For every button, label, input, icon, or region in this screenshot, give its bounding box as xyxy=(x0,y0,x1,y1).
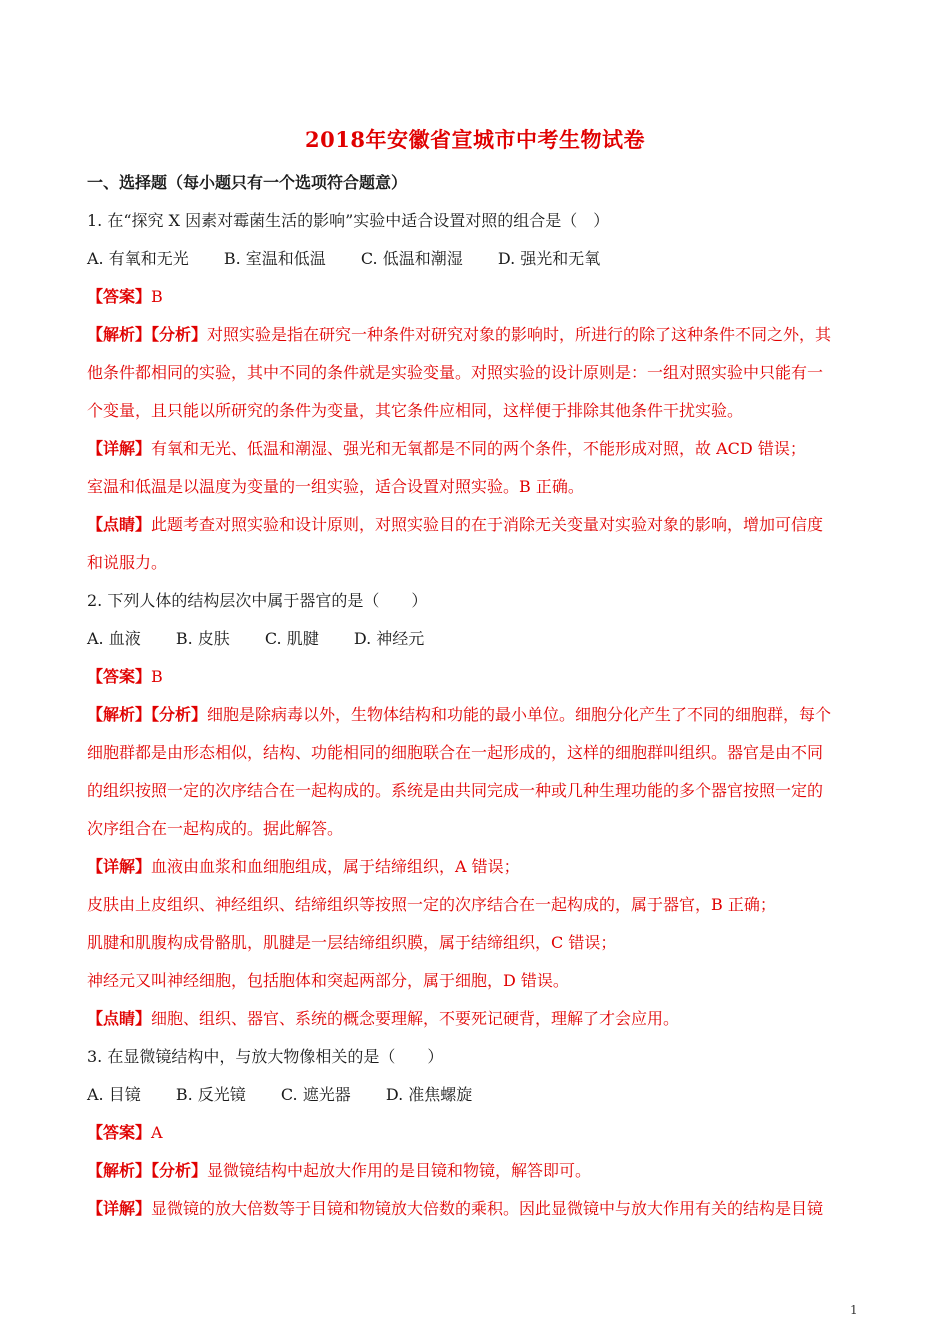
option-b: B. 反光镜 xyxy=(175,1085,246,1104)
option-a: A. 目镜 xyxy=(87,1085,141,1104)
comment-text: 和说服力。 xyxy=(87,553,168,572)
answer-value: A xyxy=(151,1123,163,1142)
comment-tag: 【点睛】 xyxy=(87,1009,152,1028)
answer-line xyxy=(87,286,877,308)
answer-value: B xyxy=(151,667,163,686)
analysis-line xyxy=(87,324,877,346)
analysis-line xyxy=(87,704,877,726)
section-heading: 一、选择题（每小题只有一个选项符合题意） xyxy=(87,173,408,192)
question-1-stem: 1. 在“探究 X 因素对霉菌生活的影响”实验中适合设置对照的组合是（ ） xyxy=(87,211,610,230)
question-3-options xyxy=(87,1084,877,1106)
detail-text: 室温和低温是以温度为变量的一组实验，适合设置对照实验。B 正确。 xyxy=(87,477,584,496)
option-a: A. 有氧和无光 xyxy=(87,249,189,268)
option-d: D. 神经元 xyxy=(353,629,425,648)
analysis-text: 个变量，且只能以所研究的条件为变量，其它条件应相同，这样便于排除其他条件干扰实验。 xyxy=(87,401,744,420)
detail-text: 显微镜的放大倍数等于目镜和物镜放大倍数的乘积。因此显微镜中与放大作用有关的结构是目镜 xyxy=(151,1199,824,1218)
detail-tag: 【详解】 xyxy=(87,439,152,458)
page-number: 1 xyxy=(850,1303,858,1317)
detail-text: 有氧和无光、低温和潮湿、强光和无氧都是不同的两个条件，不能形成对照，故 ACD 错误； xyxy=(151,439,806,458)
analysis-text: 细胞群都是由形态相似，结构、功能相同的细胞联合在一起形成的，这样的细胞群叫组织。器官是由不同 xyxy=(87,743,824,762)
option-c: C. 肌腱 xyxy=(264,629,319,648)
option-d: D. 准焦螺旋 xyxy=(385,1085,473,1104)
option-c: C. 遮光器 xyxy=(280,1085,351,1104)
option-a: A. 血液 xyxy=(87,629,141,648)
answer-tag: 【答案】 xyxy=(87,667,152,686)
detail-tag: 【详解】 xyxy=(87,857,152,876)
detail-text: 神经元又叫神经细胞，包括胞体和突起两部分，属于细胞，D 错误。 xyxy=(87,971,569,990)
analysis-line xyxy=(87,1160,877,1182)
page-title: 2018年安徽省宣城市中考生物试卷 xyxy=(305,127,645,152)
detail-line xyxy=(87,1198,877,1220)
analysis-text: 细胞是除病毒以外，生物体结构和功能的最小单位。细胞分化产生了不同的细胞群，每个 xyxy=(207,705,832,724)
analysis-tag: 【解析】【分析】 xyxy=(87,1161,208,1180)
comment-tag: 【点睛】 xyxy=(87,515,152,534)
option-d: D. 强光和无氧 xyxy=(497,249,601,268)
detail-text: 肌腱和肌腹构成骨骼肌，肌腱是一层结缔组织膜，属于结缔组织，C 错误； xyxy=(87,933,617,952)
question-2-stem: 2. 下列人体的结构层次中属于器官的是（ ） xyxy=(87,591,428,610)
option-b: B. 室温和低温 xyxy=(223,249,326,268)
detail-line xyxy=(87,438,877,460)
analysis-text: 次序组合在一起构成的。据此解答。 xyxy=(87,819,344,838)
answer-tag: 【答案】 xyxy=(87,287,152,306)
answer-tag: 【答案】 xyxy=(87,1123,152,1142)
comment-text: 细胞、组织、器官、系统的概念要理解，不要死记硬背，理解了才会应用。 xyxy=(151,1009,680,1028)
option-c: C. 低温和潮湿 xyxy=(360,249,463,268)
question-1-options xyxy=(87,248,877,270)
comment-line xyxy=(87,1008,877,1030)
detail-text: 皮肤由上皮组织、神经组织、结缔组织等按照一定的次序结合在一起构成的，属于器官，B 正确； xyxy=(87,895,776,914)
question-2-options xyxy=(87,628,877,650)
analysis-tag: 【解析】【分析】 xyxy=(87,705,208,724)
answer-line xyxy=(87,1122,877,1144)
analysis-tag: 【解析】【分析】 xyxy=(87,325,208,344)
detail-tag: 【详解】 xyxy=(87,1199,152,1218)
question-3-stem: 3. 在显微镜结构中，与放大物像相关的是（ ） xyxy=(87,1047,444,1066)
comment-text: 此题考查对照实验和设计原则，对照实验目的在于消除无关变量对实验对象的影响，增加可信度 xyxy=(151,515,824,534)
analysis-text: 的组织按照一定的次序结合在一起构成的。系统是由共同完成一种或几种生理功能的多个器官按照一定的 xyxy=(87,781,824,800)
analysis-text: 对照实验是指在研究一种条件对研究对象的影响时，所进行的除了这种条件不同之外，其 xyxy=(207,325,832,344)
analysis-text: 显微镜结构中起放大作用的是目镜和物镜，解答即可。 xyxy=(207,1161,592,1180)
analysis-text: 他条件都相同的实验，其中不同的条件就是实验变量。对照实验的设计原则是：一组对照实验中只能有一 xyxy=(87,363,824,382)
comment-line xyxy=(87,514,877,536)
answer-value: B xyxy=(151,287,163,306)
detail-line xyxy=(87,856,877,878)
detail-text: 血液由血浆和血细胞组成，属于结缔组织，A 错误； xyxy=(151,857,520,876)
option-b: B. 皮肤 xyxy=(175,629,230,648)
answer-line xyxy=(87,666,877,688)
